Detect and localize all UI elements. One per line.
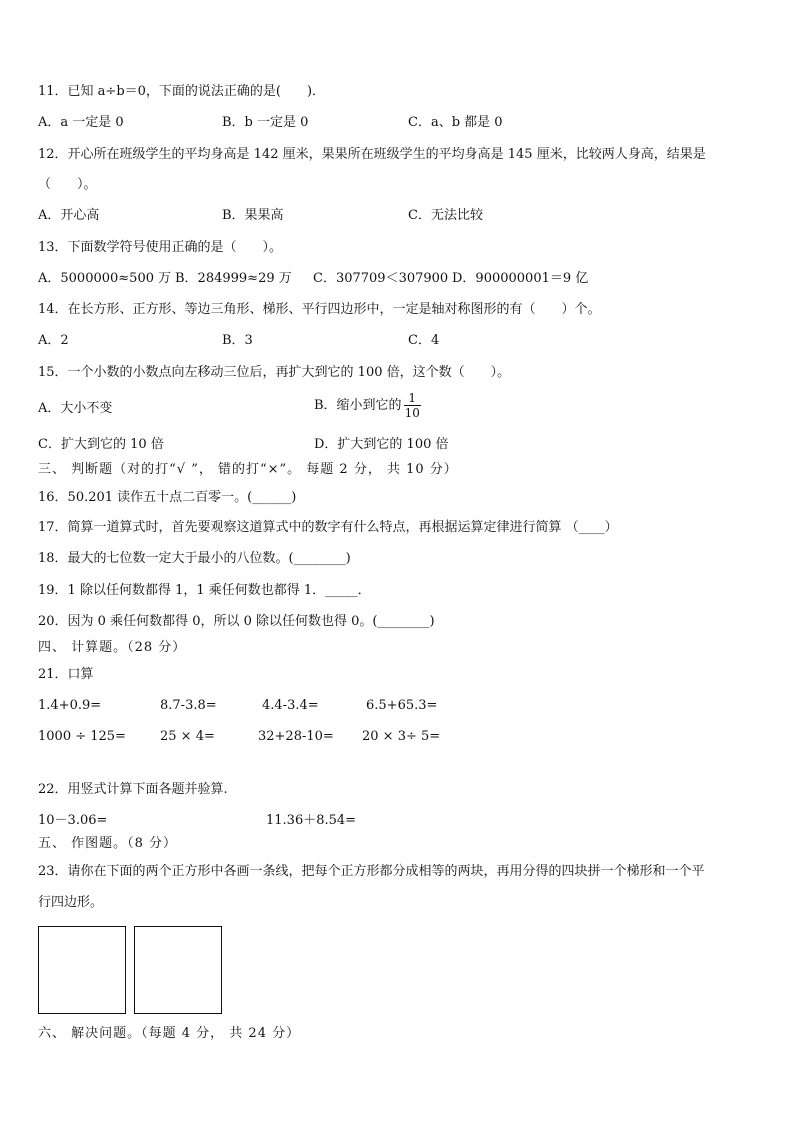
q15-option-b-text: B．缩小到它的 — [314, 398, 402, 413]
q15-stem: 15．一个小数的小数点向左移动三位后，再扩大到它的 100 倍，这个数（ ）。 — [38, 365, 511, 380]
q18: 18．最大的七位数一定大于最小的八位数。(________) — [38, 551, 351, 566]
q21-expr: 1000 ÷ 125= — [38, 729, 126, 744]
fraction-denominator: 10 — [404, 406, 420, 420]
q12-option-a: A．开心高 — [38, 208, 100, 223]
q21-expr: 32+28-10= — [258, 729, 334, 744]
q21-expr: 1.4+0.9= — [38, 698, 102, 713]
q12-stem: 12．开心所在班级学生的平均身高是 142 厘米，果果所在班级学生的平均身高是 145 厘米，比较两人身高，结果是 — [38, 147, 706, 162]
square-drawing-area-1 — [38, 926, 126, 1014]
q14-option-c: C．4 — [408, 333, 440, 348]
q21-expr: 20 × 3÷ 5= — [362, 729, 441, 744]
q12-option-c: C．无法比较 — [408, 208, 483, 223]
q16: 16．50.201 读作五十点二百零一。(______) — [38, 490, 297, 505]
q20: 20．因为 0 乘任何数都得 0，所以 0 除以任何数也得 0。(________) — [38, 614, 435, 629]
q15-option-b — [314, 391, 421, 421]
fraction-one-tenth — [404, 391, 421, 420]
section-6-heading: 六、 解决问题。（每题 4 分， 共 24 分） — [38, 1026, 301, 1041]
q19: 19．1 除以任何数都得 1，1 乘任何数也都得 1．_____． — [38, 583, 371, 598]
q21-expr: 4.4-3.4= — [262, 698, 319, 713]
q13-option-c: C．307709＜307900 — [313, 271, 449, 286]
fraction-numerator: 1 — [404, 391, 421, 406]
section-5-heading: 五、 作图题。（8 分） — [38, 836, 178, 851]
section-4-heading: 四、 计算题。（28 分） — [38, 640, 187, 655]
q11-stem: 11．已知 a÷b＝0，下面的说法正确的是( )． — [38, 84, 326, 99]
q12-option-b: B．果果高 — [222, 208, 284, 223]
q22-title: 22．用竖式计算下面各题并验算. — [38, 782, 228, 797]
q14-option-b: B．3 — [222, 333, 253, 348]
q14-option-a: A．2 — [38, 333, 69, 348]
q21-expr: 25 × 4= — [160, 729, 215, 744]
q15-option-c: C．扩大到它的 10 倍 — [38, 437, 164, 452]
q23-stem-line1: 23．请你在下面的两个正方形中各画一条线，把每个正方形都分成相等的两块，再用分得的四块拼一个梯形和一个平 — [38, 864, 705, 879]
q12-stem-cont: （ ）。 — [38, 177, 97, 192]
q22-expr: 11.36＋8.54= — [266, 813, 357, 828]
q11-option-b: B．b 一定是 0 — [222, 115, 309, 130]
q17: 17．简算一道算式时，首先要观察这道算式中的数字有什么特点，再根据运算定律进行简算 （____） — [38, 520, 618, 535]
q21-expr: 8.7-3.8= — [160, 698, 217, 713]
q23-stem-line2: 行四边形。 — [38, 895, 104, 910]
q13-option-b: B．284999≈29 万 — [175, 271, 292, 286]
q11-option-a: A．a 一定是 0 — [38, 115, 124, 130]
q22-expr: 10－3.06= — [38, 813, 108, 828]
square-drawing-area-2 — [134, 926, 222, 1014]
q14-stem: 14．在长方形、正方形、等边三角形、梯形、平行四边形中，一定是轴对称图形的有（ ）个。 — [38, 302, 601, 317]
q13-option-d: D．900000001＝9 亿 — [452, 271, 589, 286]
q11-option-c: C．a、b 都是 0 — [408, 115, 503, 130]
section-3-heading: 三、 判断题（对的打“√ ”， 错的打“×”。 每题 2 分， 共 10 分） — [38, 462, 458, 477]
q13-option-a: A．5000000≈500 万 — [38, 271, 172, 286]
q21-title: 21．口算 — [38, 667, 94, 682]
q21-expr: 6.5+65.3= — [366, 698, 438, 713]
q15-option-a: A．大小不变 — [38, 401, 113, 416]
q13-stem: 13．下面数学符号使用正确的是（ ）。 — [38, 240, 283, 255]
q15-option-d: D．扩大到它的 100 倍 — [314, 437, 449, 452]
